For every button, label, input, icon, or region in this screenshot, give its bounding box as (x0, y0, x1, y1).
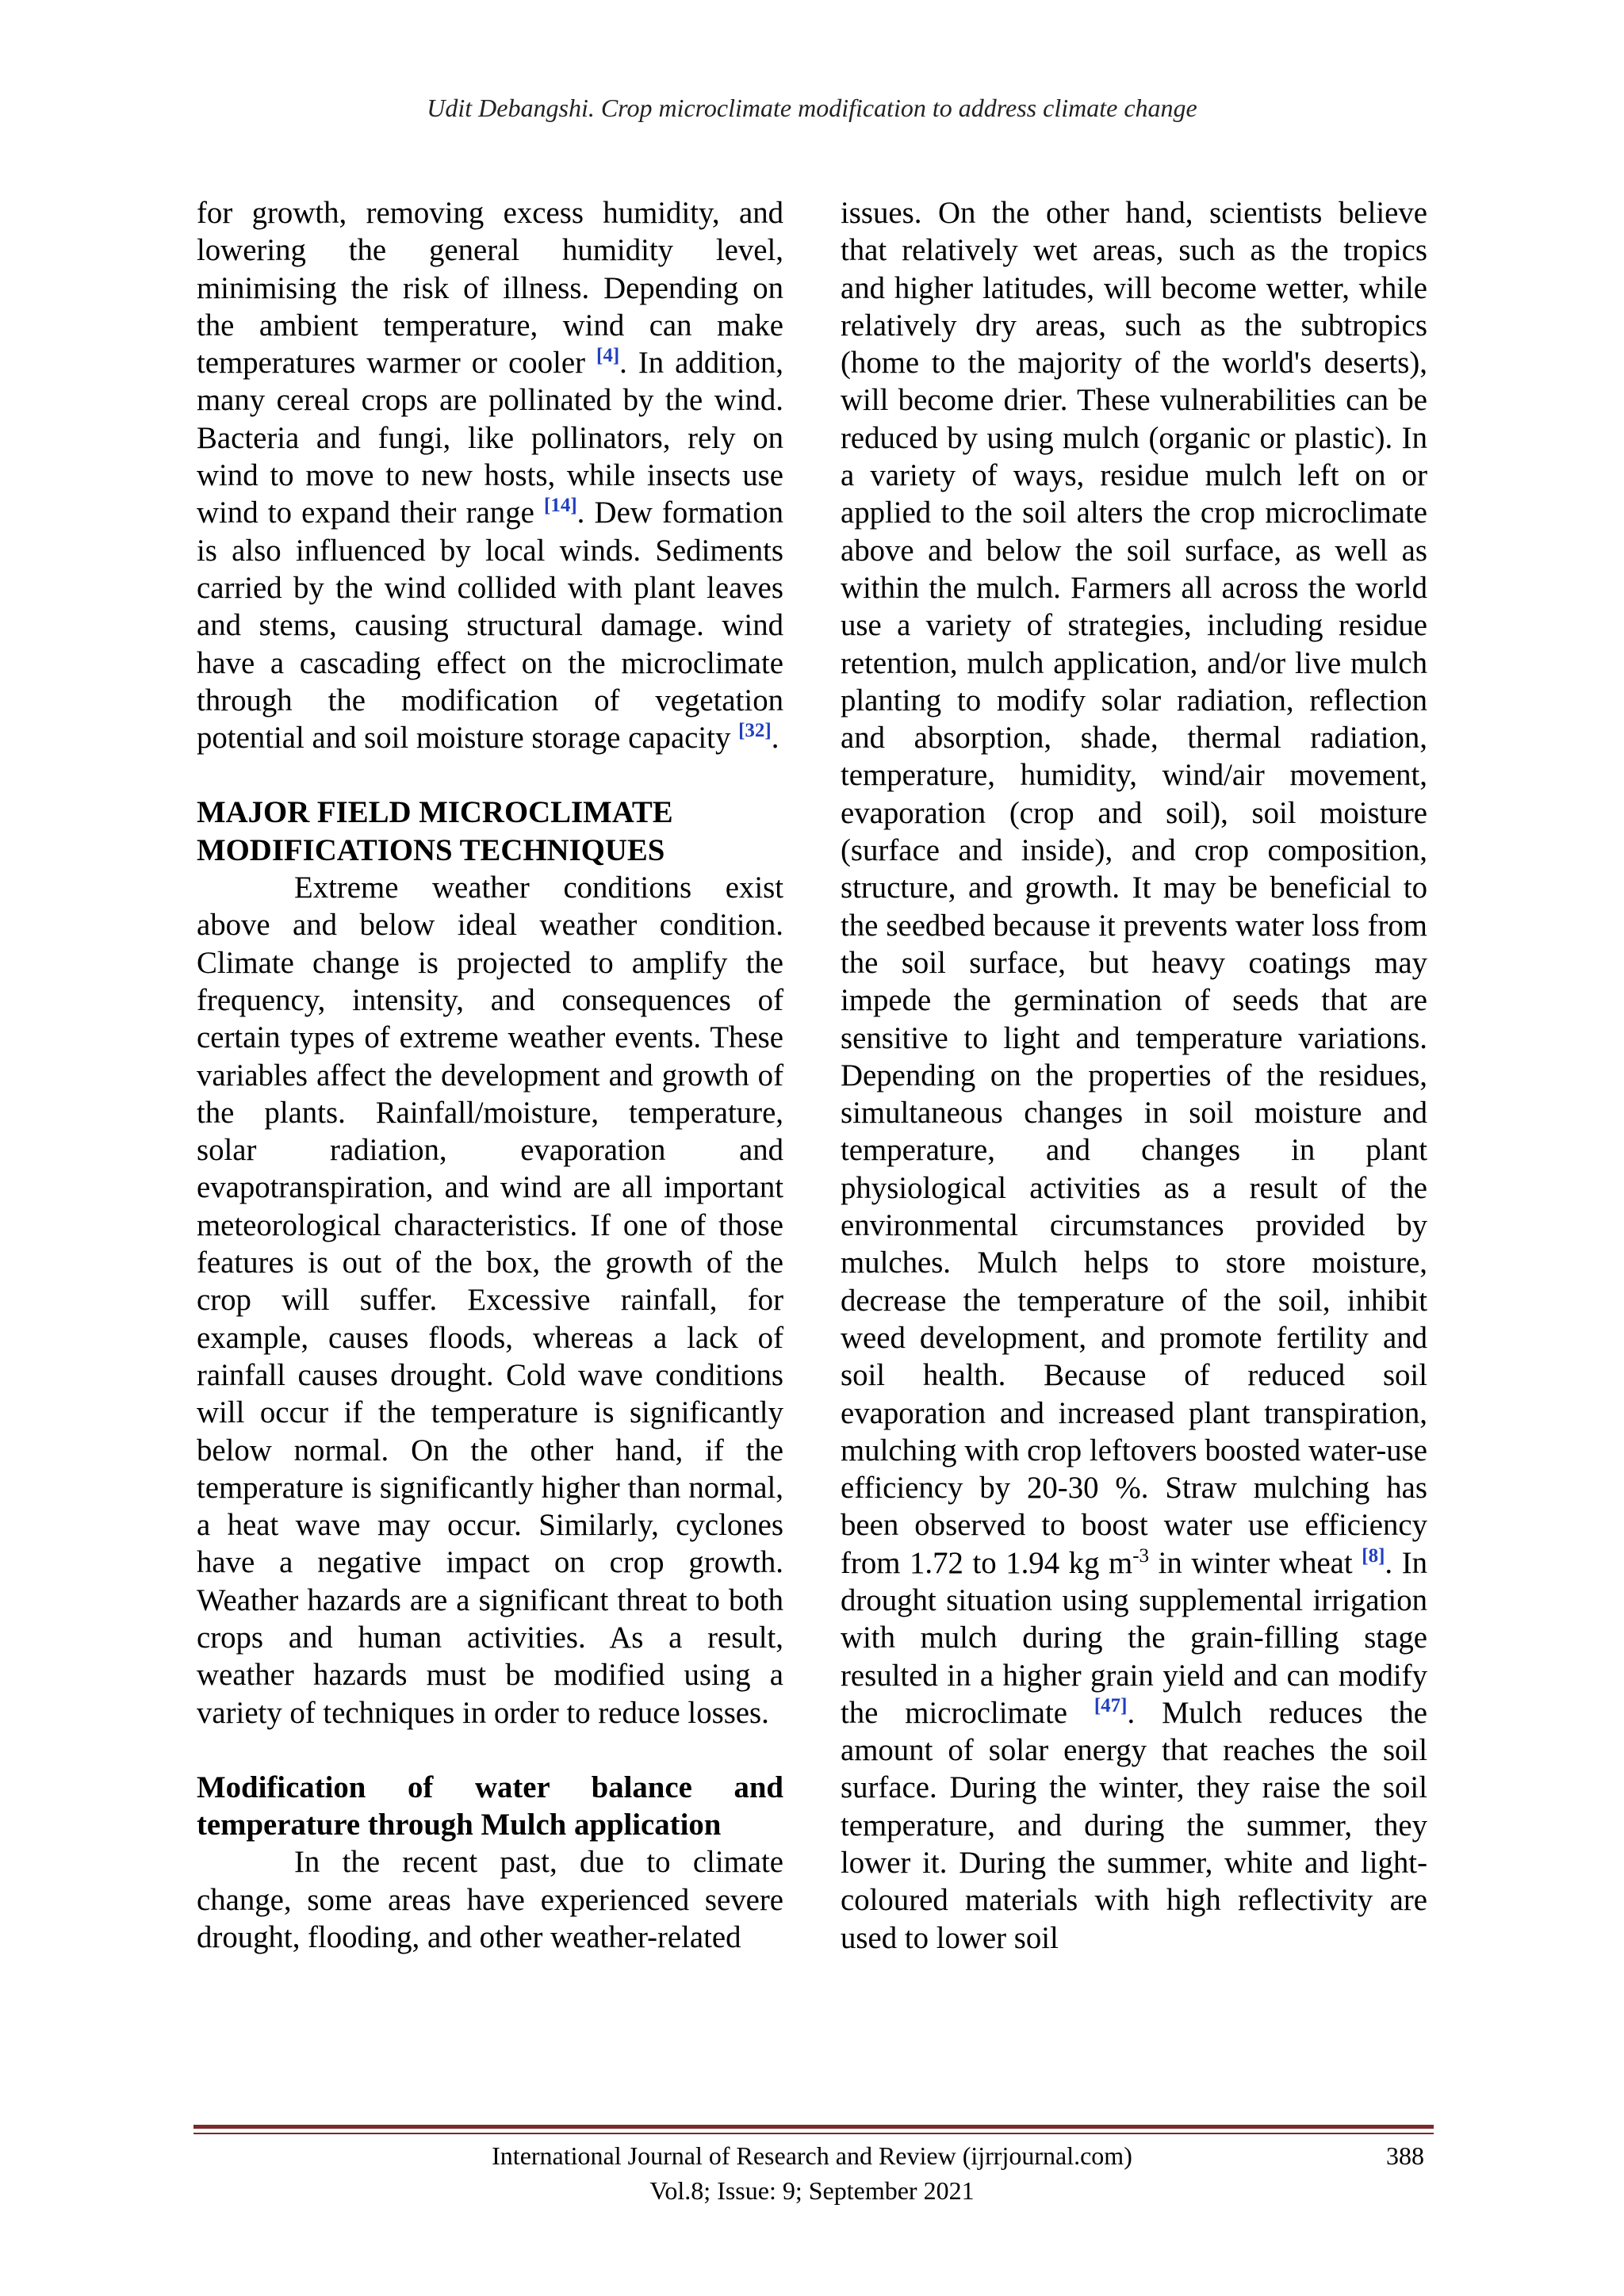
spacer (197, 1732, 783, 1769)
text-span: . Dew formation is also influenced by local winds. Sediments carried by the wind collided with plant leaves and stems, causing structural damage. wind have a cascading effect on the microclimate through the modification of vegetation potential and soil moisture storage capacity (197, 496, 783, 756)
text-span: . In addition, many cereal crops are pollinated by the wind. Bacteria and fungi, like pollinators, rely on wind to move to new hosts, while insects use wind to expand their range (197, 346, 783, 530)
citation-14[interactable]: [14] (544, 495, 577, 517)
text-span: . (771, 721, 779, 756)
page-number: 388 (1386, 2141, 1424, 2170)
text-span: for growth, removing excess humidity, and lowering the general humidity level, minimising the risk of illness. Depending on the ambient temperature, wind can make temperatures warmer or cooler (197, 196, 783, 381)
subsection-heading: Modification of water balance and temperature through Mulch application (197, 1770, 783, 1843)
text-span: . Mulch reduces the amount of solar energy that reaches the soil surface. During the winter, they raise the soil temperature, and during the summer, they lower it. During the summer, white and light-coloured materials with high reflectivity are used to lower soil (841, 1695, 1427, 1955)
footer-issue: Vol.8; Issue: 9; September 2021 (649, 2176, 975, 2205)
citation-32[interactable]: [32] (738, 720, 772, 742)
section-heading: MAJOR FIELD MICROCLIMATE MODIFICATIONS TECHNIQUES (197, 795, 673, 867)
paragraph-mulch (841, 194, 1427, 1957)
citation-4[interactable]: [4] (596, 345, 620, 367)
text-span: issues. On the other hand, scientists believe that relatively wet areas, such as the tropics and higher latitudes, will become wetter, while relatively dry areas, such as the subtropics (home to the majority of the world's deserts), will become drier. These vulnerabilities can be reduced by using mulch (organic or plastic). In a variety of ways, residue mulch left on or applied to the soil alters the crop microclimate above and below the soil surface, as well as within the mulch. Farmers all across the world use a variety of strategies, including residue retention, mulch application, and/or live mulch planting to modify solar radiation, reflection and absorption, shade, thermal radiation, temperature, humidity, wind/air movement, evaporation (crop and soil), soil moisture (surface and inside), and crop composition, structure, and growth. It may be beneficial to the seedbed because it prevents water loss from the soil surface, but heavy coatings may impede the germination of seeds that are sensitive to light and temperature variations. Depending on the properties of the residues, simultaneous changes in soil moisture and temperature, and changes in plant physiological activities as a result of the environmental circumstances provided by mulches. Mulch helps to store moisture, decrease the temperature of the soil, inhibit weed development, and promote fertility and soil health. Because of reduced soil evaporation and increased plant transpiration, mulching with crop leftovers boosted water-use efficiency by 20-30 %. Straw mulching has been observed to boost water use efficiency from 1.72 to 1.94 kg m (841, 196, 1427, 1580)
paragraph-extreme-weather: Extreme weather conditions exist above and below ideal weather condition. Climate change is projected to amplify the frequency, intensity, and consequences of certain types of extreme weather events. These variables affect the development and growth of the plants. Rainfall/moisture, temperature, solar radiation, evaporation and evapotranspiration, and wind are all important meteorological characteristics. If one of those features is out of the box, the growth of the crop will suffer. Excessive rainfall, for example, causes floods, whereas a lack of rainfall causes drought. Cold wave conditions will occur if the temperature is significantly below normal. On the other hand, if the temperature is significantly higher than normal, a heat wave may occur. Similarly, cyclones have a negative impact on crop growth. Weather hazards are a significant threat to both crops and human activities. As a result, weather hazards must be modified using a variety of techniques in order to reduce losses. (197, 871, 783, 1730)
superscript: -3 (1132, 1544, 1150, 1567)
footer-rule-thin (193, 2133, 1434, 2134)
text-span: . In drought situation using supplemental irrigation with mulch during the grain-filling stage resulted in a higher grain yield and can modify the microclimate (841, 1545, 1428, 1730)
running-header: Udit Debangshi. Crop microclimate modification to address climate change (427, 94, 1197, 122)
text-span: in winter wheat (1149, 1545, 1362, 1580)
paragraph-wind (197, 194, 783, 756)
paragraph-mulch-intro: In the recent past, due to climate change, some areas have experienced severe drought, flooding, and other weather-related (197, 1845, 783, 1955)
left-column (197, 194, 783, 1956)
spacer (197, 756, 783, 794)
footer-rule (193, 2125, 1434, 2129)
right-column (841, 194, 1427, 1957)
citation-47[interactable]: [47] (1094, 1694, 1128, 1716)
footer-journal: International Journal of Research and Review (ijrrjournal.com) (492, 2141, 1132, 2170)
citation-8[interactable]: [8] (1362, 1544, 1385, 1567)
